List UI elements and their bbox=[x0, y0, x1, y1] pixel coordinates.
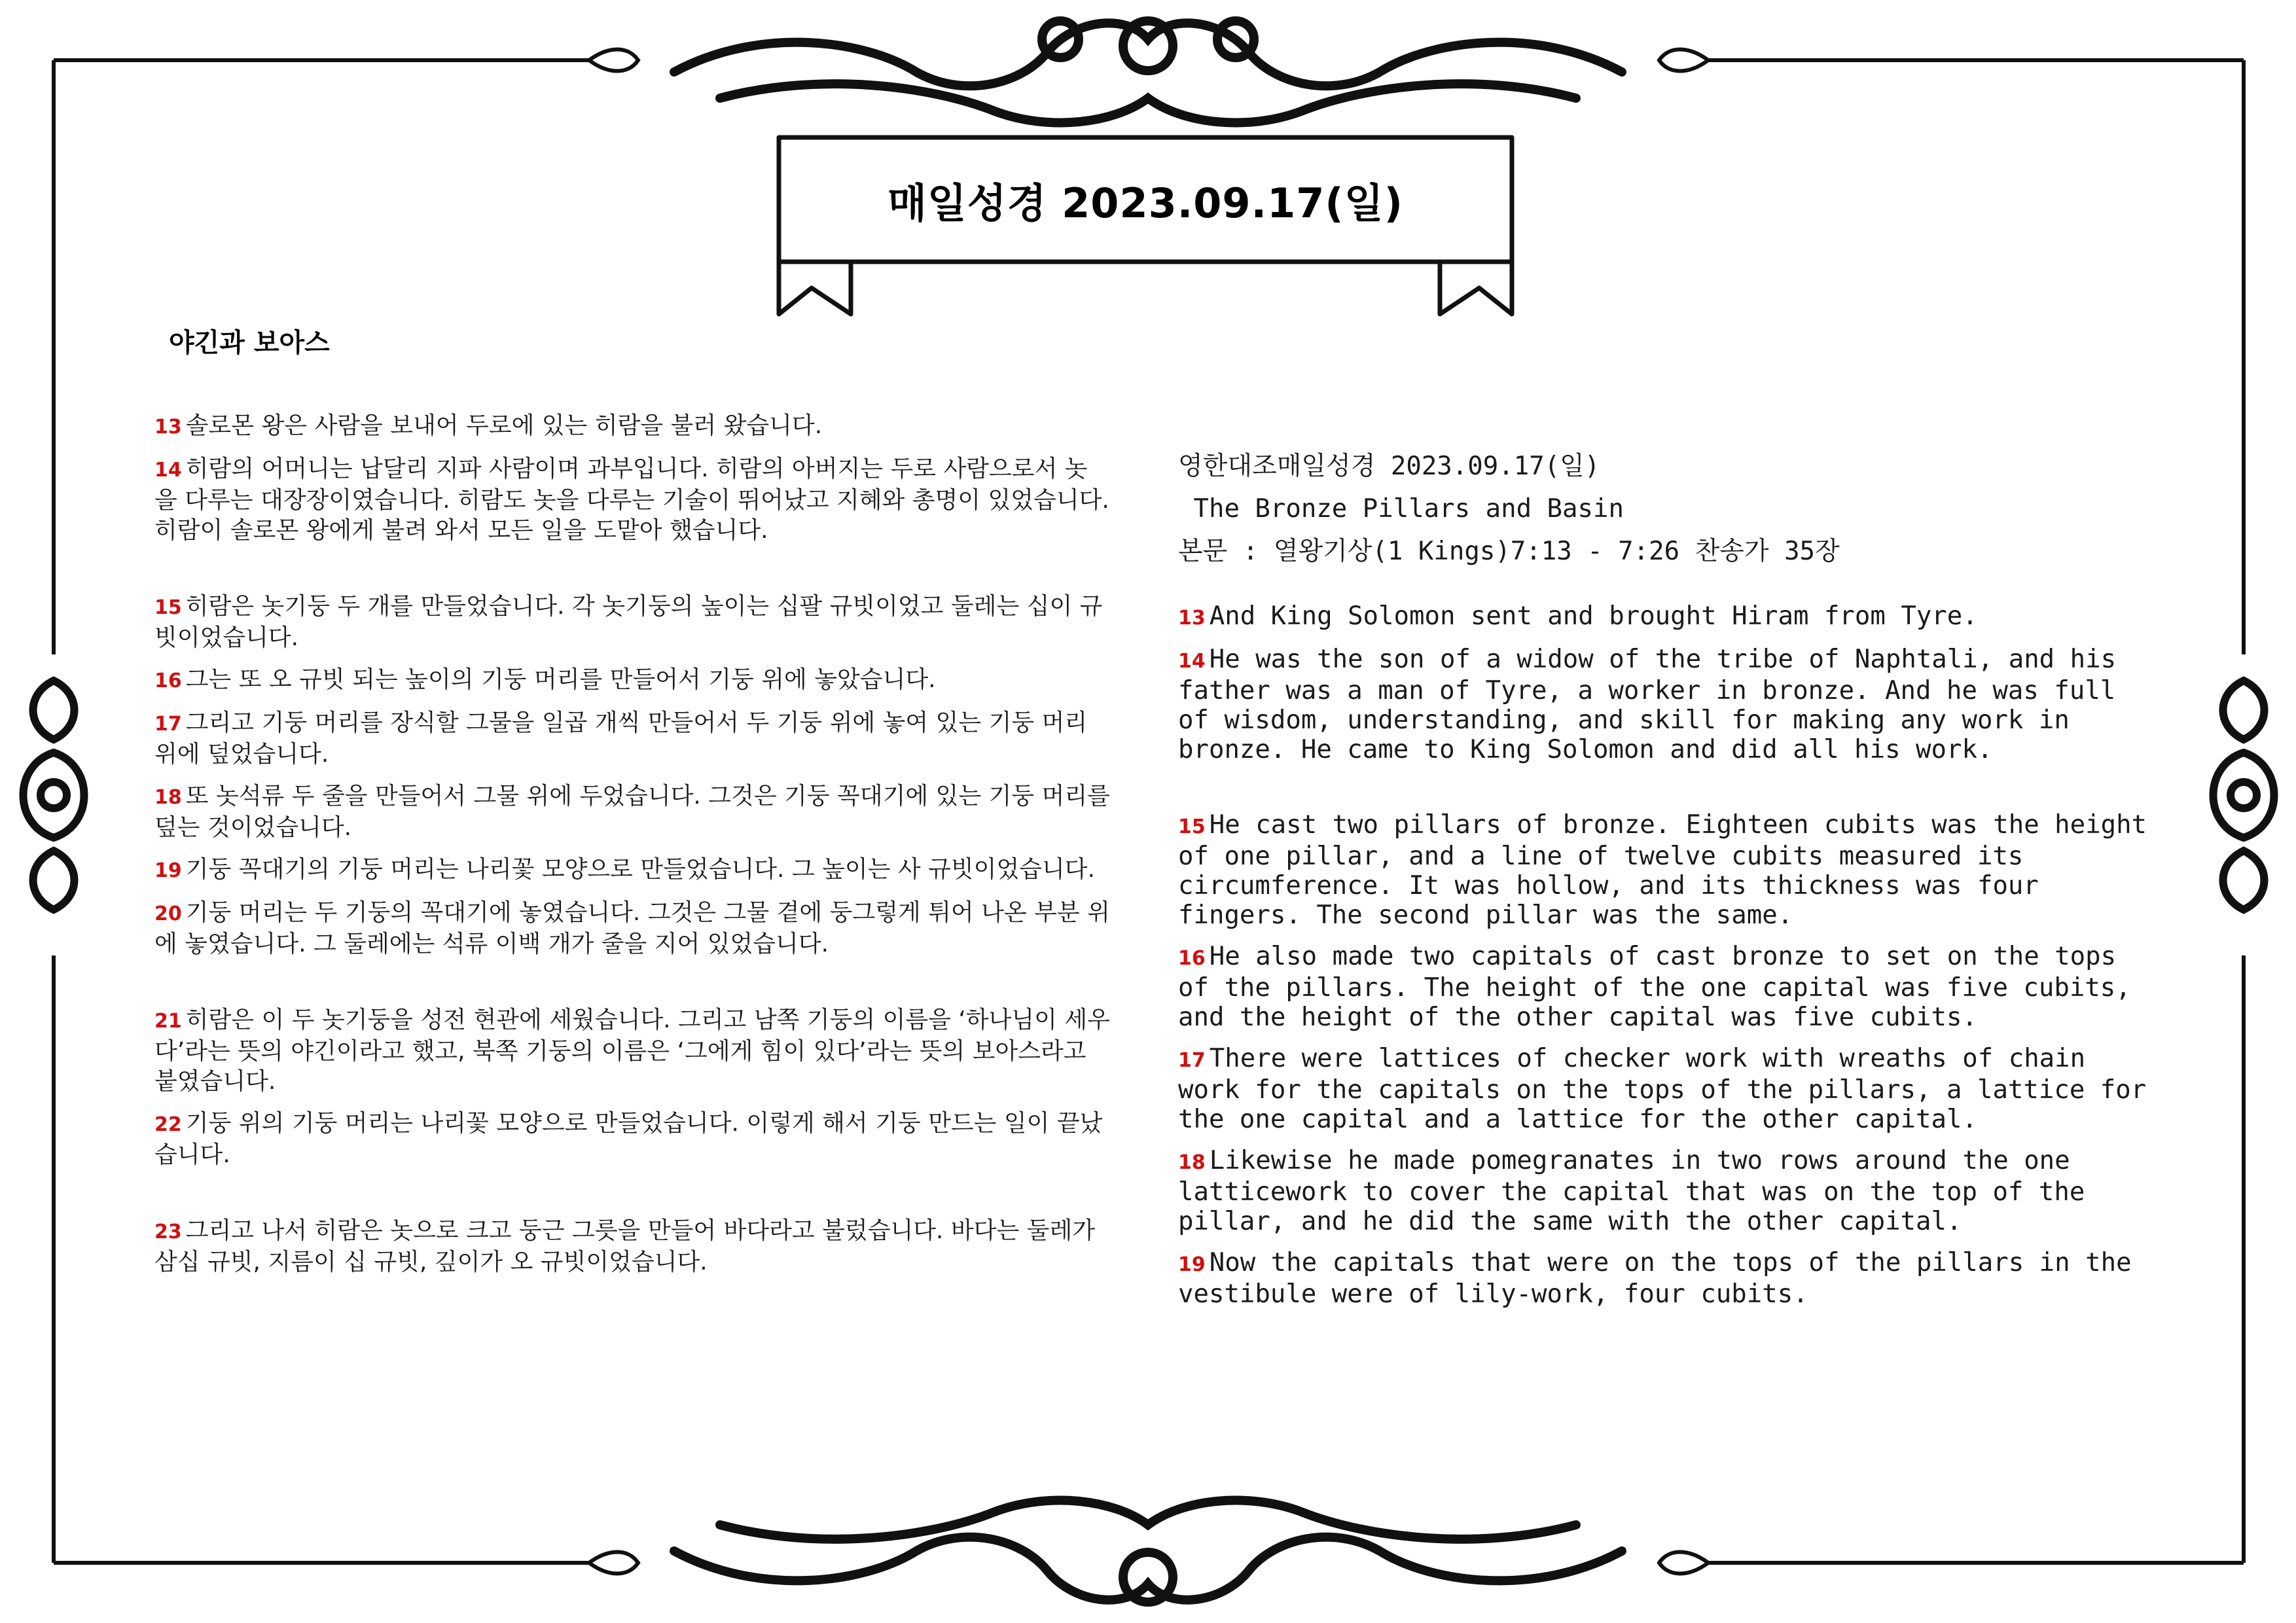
verse bbox=[1178, 810, 2160, 930]
verse bbox=[154, 411, 1110, 442]
verse bbox=[154, 855, 1110, 886]
paragraph-gap bbox=[154, 558, 1110, 592]
verse-number: 17 bbox=[1178, 1049, 1206, 1072]
verse-text: 기둥 위의 기둥 머리는 나리꽃 모양으로 만들었습니다. 이렇게 해서 기둥 만드는 일이 끝났습니다. bbox=[154, 1110, 1103, 1168]
verse bbox=[154, 708, 1110, 770]
verse-number: 16 bbox=[1178, 947, 1206, 970]
paragraph-gap bbox=[154, 971, 1110, 1005]
verse-text: Likewise he made pomegranates in two rows around the one latticework to cover the capital that was on the top of the pillar, and he did the same with the other capital. bbox=[1178, 1146, 2100, 1236]
paragraph-gap bbox=[1178, 776, 2160, 810]
korean-passage bbox=[154, 411, 1118, 1289]
paragraph-gap bbox=[154, 1182, 1110, 1216]
bottom-flourish bbox=[674, 1501, 1622, 1602]
verse bbox=[154, 665, 1110, 696]
verse-number: 16 bbox=[154, 669, 182, 692]
left-flourish bbox=[24, 681, 84, 910]
verse-text: 솔로몬 왕은 사람을 보내어 두로에 있는 히람을 불러 왔습니다. bbox=[185, 412, 823, 439]
verse bbox=[154, 1005, 1110, 1097]
verse bbox=[154, 1216, 1110, 1277]
verse-text: 히람은 이 두 놋기둥을 성전 현관에 세웠습니다. 그리고 남쪽 기둥의 이름을 ‘하나님이 세우다’라는 뜻의 야긴이라고 했고, 북쪽 기둥의 이름은 ‘그에게 힘이 있다’라는 뜻의 보아스라고 붙였습니다. bbox=[154, 1007, 1110, 1095]
verse-number: 19 bbox=[154, 859, 182, 882]
verse-text: There were lattices of checker work with wreaths of chain work for the capitals on the tops of the pillars, a lattice for the one capital and a lattice for the other capital. bbox=[1178, 1044, 2162, 1134]
verse-number: 13 bbox=[154, 416, 182, 438]
verse-number: 19 bbox=[1178, 1253, 1206, 1276]
verse-number: 14 bbox=[154, 459, 182, 482]
verse-text: 히람은 놋기둥 두 개를 만들었습니다. 각 놋기둥의 높이는 십팔 규빗이었고 둘레는 십이 규빗이었습니다. bbox=[154, 593, 1103, 651]
right-flourish bbox=[2214, 681, 2274, 910]
verse-text: 또 놋석류 두 줄을 만들어서 그물 위에 두었습니다. 그것은 기둥 꼭대기에 있는 기둥 머리를 덮는 것이었습니다. bbox=[154, 783, 1118, 841]
english-passage bbox=[1178, 452, 2160, 1321]
verse-number: 21 bbox=[154, 1010, 182, 1033]
top-flourish bbox=[674, 21, 1622, 122]
source-line: 영한대조매일성경 2023.09.17(일) bbox=[1178, 452, 1600, 481]
page-title: 매일성경 2023.09.17(일) bbox=[888, 179, 1403, 227]
verse-number: 18 bbox=[154, 786, 182, 809]
verse bbox=[154, 454, 1117, 546]
verse-number: 13 bbox=[1178, 607, 1206, 630]
verse-number: 22 bbox=[154, 1113, 182, 1136]
verse-text: 그는 또 오 규빗 되는 높이의 기둥 머리를 만들어서 기둥 위에 놓았습니다. bbox=[185, 666, 936, 693]
verse-text: 그리고 기둥 머리를 장식할 그물을 일곱 개씩 만들어서 두 기둥 위에 놓여 있는 기둥 머리 위에 덮었습니다. bbox=[154, 709, 1095, 768]
verse bbox=[1178, 1044, 2160, 1134]
english-verses bbox=[1178, 601, 2160, 1309]
verse-number: 23 bbox=[154, 1221, 182, 1243]
verse-text: 기둥 꼭대기의 기둥 머리는 나리꽃 모양으로 만들었습니다. 그 높이는 사 규빗이었습니다. bbox=[185, 856, 1096, 883]
verse bbox=[154, 898, 1110, 959]
verse bbox=[1178, 601, 2160, 633]
verse-number: 18 bbox=[1178, 1151, 1206, 1174]
verse bbox=[1178, 1146, 2160, 1236]
verse-text: And King Solomon sent and brought Hiram from Tyre. bbox=[1209, 601, 1978, 631]
verse-text: He also made two capitals of cast bronze to set on the tops of the pillars. The height of the one capital was five cubits, and the height of the other capital was five cubits. bbox=[1178, 942, 2147, 1032]
verse bbox=[1178, 942, 2160, 1032]
passage-reference: 본문 : 열왕기상(1 Kings)7:13 - 7:26 찬송가 35장 bbox=[1178, 537, 1840, 566]
verse-text: 기둥 머리는 두 기둥의 꼭대기에 놓였습니다. 그것은 그물 곁에 둥그렇게 튀어 나온 부분 위에 놓였습니다. 그 둘레에는 석류 이백 개가 줄을 지어 있었습니다. bbox=[154, 899, 1110, 957]
verse bbox=[154, 592, 1110, 653]
verse-text: Now the capitals that were on the tops of the pillars in the vestibule were of lily-work, four cubits. bbox=[1178, 1248, 2147, 1309]
verse-number: 15 bbox=[1178, 815, 1206, 838]
verse-number: 15 bbox=[154, 596, 182, 619]
verse bbox=[154, 1109, 1110, 1170]
verse-text: 그리고 나서 히람은 놋으로 크고 둥근 그릇을 만들어 바다라고 불렀습니다. 바다는 둘레가 삼십 규빗, 지름이 십 규빗, 깊이가 오 규빗이었습니다. bbox=[154, 1217, 1103, 1275]
verse-text: He was the son of a widow of the tribe of Naphtali, and his father was a man of Tyre, a worker in bronze. And he was full of wisdom, understanding, and skill for making any work in bronze. He came to King Solomon and did all his work. bbox=[1178, 645, 2132, 764]
verse-number: 14 bbox=[1178, 650, 1206, 673]
passage-info bbox=[1178, 452, 2160, 566]
verse-number: 17 bbox=[154, 713, 182, 736]
verse-number: 20 bbox=[154, 902, 182, 925]
verse-text: 히람의 어머니는 납달리 지파 사람이며 과부입니다. 히람의 아버지는 두로 사람으로서 놋을 다루는 대장장이였습니다. 히람도 놋을 다루는 기술이 뛰어났고 지혜와 총명이 있었습니다. 히람이 솔로몬 왕에게 불려 와서 모든 일을 도맡아 했습니다. bbox=[154, 455, 1117, 544]
section-heading: 야긴과 보아스 bbox=[169, 328, 330, 358]
verse bbox=[1178, 1248, 2160, 1309]
verse bbox=[154, 781, 1118, 843]
verse bbox=[1178, 645, 2160, 764]
verse-text: He cast two pillars of bronze. Eighteen cubits was the height of one pillar, and a line of twelve cubits measured its circumference. It was hollow, and its thickness was four fingers. The second pillar was the same. bbox=[1178, 810, 2162, 930]
passage-subtitle: The Bronze Pillars and Basin bbox=[1178, 494, 1624, 524]
